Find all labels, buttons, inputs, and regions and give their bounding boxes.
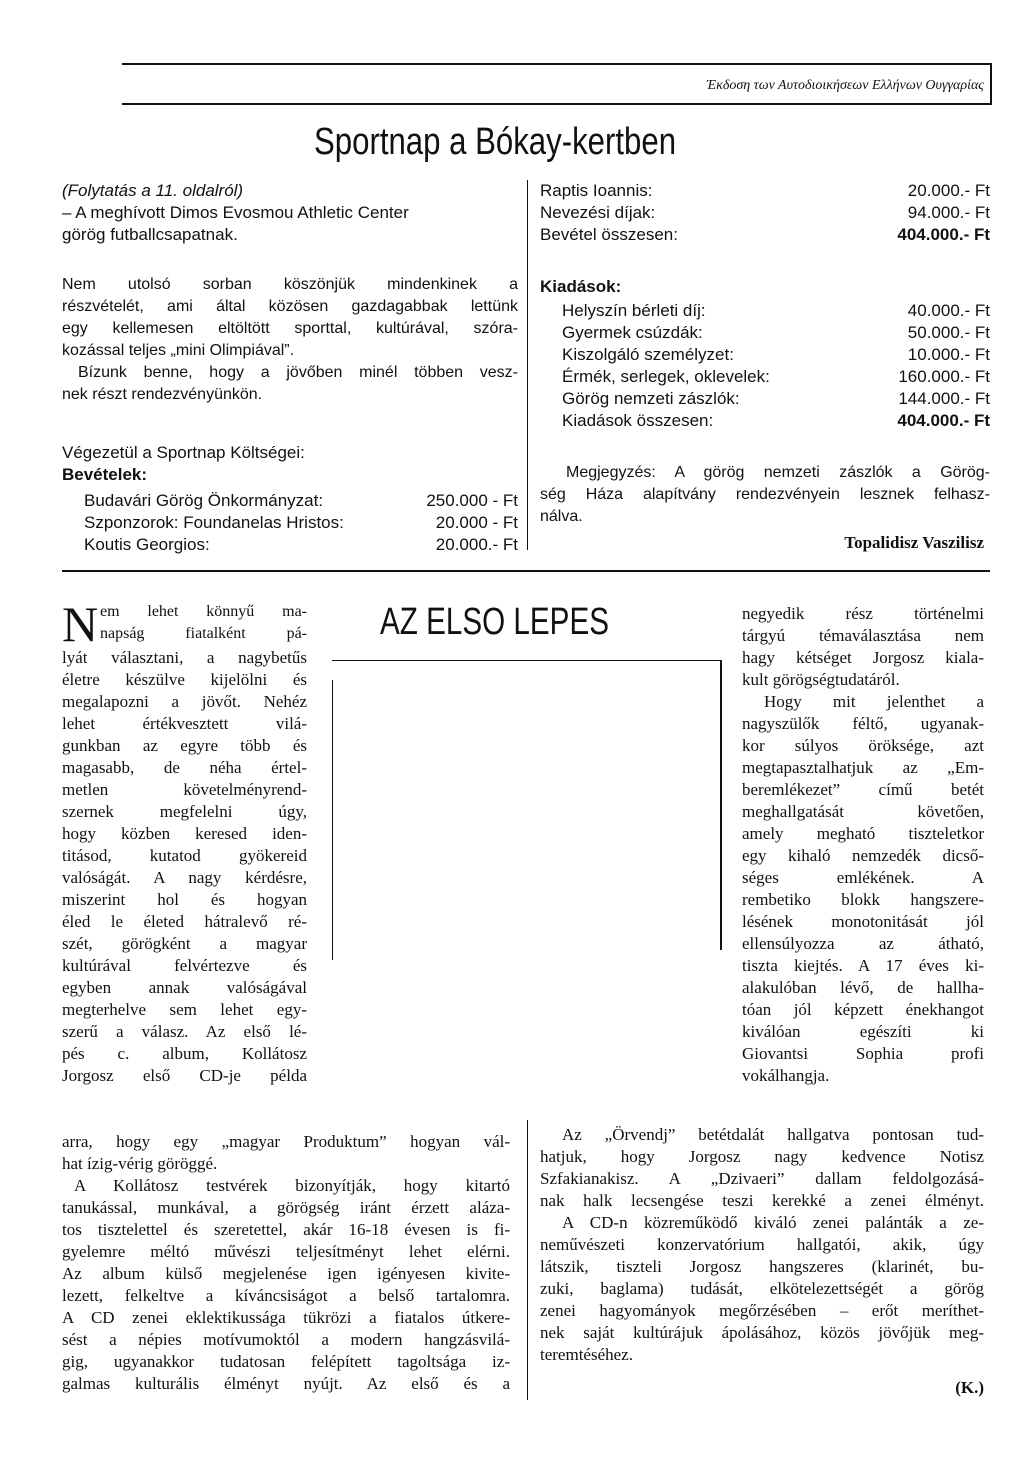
- header-bottom-rule: [122, 103, 992, 105]
- article2-column-3: [742, 603, 984, 1087]
- paragraph-line: arra, hogy egy „magyar Produktum” hogyan vál-: [62, 1132, 510, 1151]
- paragraph-line: Szfakianakisz. A „Dzivaeri” dallam feldolgozásá-: [540, 1169, 984, 1188]
- photo-frame-right: [720, 660, 722, 950]
- paragraph-line: tos tisztelettel és szeretettel, akár 16-18 évesen is fi-: [62, 1220, 510, 1239]
- paragraph-line: meghallgatását követően,: [742, 802, 984, 821]
- paragraph-line: gunkban az egyre több és: [62, 736, 307, 755]
- expense-label: Érmék, serlegek, oklevelek:: [562, 367, 770, 386]
- masthead: Έκδοση των Αυτοδιοικήσεων Ελλήνων Ουγγαρίας: [706, 78, 984, 93]
- paragraph-line: gyelemre méltó művészi teljesítményt lehet elérni.: [62, 1242, 510, 1261]
- paragraph-line: galmas kulturális élményt nyújt. Az első és a: [62, 1374, 510, 1393]
- paragraph-line: lezett, felkeltve a kíváncsiságot a belső tartalomra.: [62, 1286, 510, 1305]
- income-total-amount: 404.000.- Ft: [897, 225, 990, 244]
- paragraph-line: lyát választani, a nagybetűs: [62, 648, 307, 667]
- article2-wide-left: [62, 1131, 510, 1395]
- note-line: ség Háza alapítvány rendezvényein lesznek felhasz-: [540, 486, 990, 503]
- paragraph-line: megtapasztalhatjuk az „Em-: [742, 758, 984, 777]
- paragraph-line: Az „Örvendj” betétdalát hallgatva pontosan tud-: [562, 1125, 984, 1144]
- article2-author: (K.): [955, 1378, 984, 1397]
- paragraph-line: hat ízig-vérig göröggé.: [62, 1154, 218, 1173]
- article1-author: Topalidisz Vaszilisz: [844, 533, 984, 552]
- paragraph-line: hogy közben keresed iden-: [62, 824, 307, 843]
- paragraph-line: rembetiko blokk hangszere-: [742, 890, 984, 909]
- paragraph-line: szerű a válasz. Az első lé-: [62, 1022, 307, 1041]
- paragraph-line: egyben annak valóságával: [62, 978, 307, 997]
- intro-line: – A meghívott Dimos Evosmou Athletic Center: [62, 203, 409, 222]
- paragraph-line: szernek megfelelni úgy,: [62, 802, 307, 821]
- paragraph-line: nagyszülők féltő, ugyanak-: [742, 714, 984, 733]
- expense-amount: 144.000.- Ft: [898, 389, 990, 408]
- paragraph-line: éled le életed hátralevő ré-: [62, 912, 307, 931]
- paragraph-line: gig, ugyanakkor tudatosan felépített tagoltsága iz-: [62, 1352, 510, 1371]
- income-amount: 20.000 - Ft: [435, 513, 518, 532]
- costs-intro: Végezetül a Sportnap Költségei:: [62, 443, 305, 462]
- expense-label: Görög nemzeti zászlók:: [562, 389, 740, 408]
- intro-line: görög futballcsapatnak.: [62, 225, 238, 244]
- paragraph-line: titásod, kutatod gyökereid: [62, 846, 307, 865]
- paragraph-line: valóságát. A nagy kérdésre,: [62, 868, 307, 887]
- paragraph-line: hatjuk, hogy Jorgosz nagy kedvence Notisz: [540, 1147, 984, 1166]
- paragraph-line: kultúrával felvértezve és: [62, 956, 307, 975]
- paragraph-line: zuki, baglama) tudását, elkötelezettségét a görög: [540, 1279, 984, 1298]
- header-top-rule: [122, 63, 992, 65]
- expense-amount: 160.000.- Ft: [898, 367, 990, 386]
- expense-label: Kiszolgáló személyzet:: [562, 345, 734, 364]
- income-heading: Bevételek:: [62, 465, 148, 484]
- paragraph-line: ellensúlyozza az átható,: [742, 934, 984, 953]
- income-label: Raptis Ioannis:: [540, 181, 653, 200]
- paragraph-line: sést a népies motívumoktól a modern hangzásvilá-: [62, 1330, 510, 1349]
- paragraph-line: miszerint hol és hogyan: [62, 890, 307, 909]
- paragraph-line: beremlékezet” című betét: [742, 780, 984, 799]
- income-amount: 20.000.- Ft: [435, 535, 518, 554]
- expense-heading: Kiadások:: [540, 277, 622, 296]
- photo-frame-left: [332, 680, 333, 960]
- article2-title: AZ ELSO LEPES: [380, 601, 609, 643]
- paragraph-line: nak halk lecsengése teszi kerekké a zenei élményt.: [540, 1191, 984, 1210]
- paragraph-line: tanukással, munkával, a görögség iránt érzett aláza-: [62, 1198, 510, 1217]
- paragraph-line: egy kellemesen eltöltött sporttal, kultúrával, szóra-: [62, 320, 518, 337]
- paragraph-line: Giovantsi Sophia profi: [742, 1044, 984, 1063]
- paragraph-line: tóan jól képzett énekhangot: [742, 1000, 984, 1019]
- paragraph-line: tiszta kiejtés. A 17 éves ki-: [742, 956, 984, 975]
- paragraph-line: tárgyú témaválasztása nem: [742, 626, 984, 645]
- paragraph-line: nek saját kultúrájuk ápolásához, közös jövőjük meg-: [540, 1323, 984, 1342]
- expense-label: Gyermek csúzdák:: [562, 323, 703, 342]
- paragraph-line: metlen követelményrend-: [62, 780, 307, 799]
- income-amount: 20.000.- Ft: [907, 181, 990, 200]
- paragraph-line: életre készülve kijelölni és: [62, 670, 307, 689]
- article2-divider: [527, 1120, 528, 1400]
- paragraph-line: Bízunk benne, hogy a jövőben minél többen vesz-: [78, 364, 518, 381]
- paragraph-line: A Kollátosz testvérek bizonyítják, hogy kitartó: [74, 1176, 510, 1195]
- paragraph-line: kozással teljes „mini Olimpiával”.: [62, 342, 295, 359]
- income-label: Budavári Görög Önkormányzat:: [84, 491, 324, 510]
- paragraph-line: Jorgosz első CD-je példa: [62, 1066, 307, 1085]
- drop-cap: N: [62, 596, 99, 652]
- paragraph-line: hagy kétséget Jorgosz kiala-: [742, 648, 984, 667]
- paragraph-line: em lehet könnyű ma-: [100, 603, 307, 620]
- paragraph-line: teremtéséhez.: [540, 1345, 633, 1364]
- paragraph-line: zenei hagyományok megőrzésében – erőt meríthet-: [540, 1301, 984, 1320]
- note-line: Megjegyzés: A görög nemzeti zászlók a Görög-: [566, 464, 990, 481]
- paragraph-line: részvételét, ami által közösen gazdagabbak lettünk: [62, 298, 518, 315]
- paragraph-line: amely megható tiszteletkor: [742, 824, 984, 843]
- income-total-label: Bevétel összesen:: [540, 225, 678, 244]
- income-label: Szponzorok: Foundanelas Hristos:: [84, 513, 344, 532]
- paragraph-line: Az album külső megjelenése igen igényesen kivite-: [62, 1264, 510, 1283]
- paragraph-line: vokálhangja.: [742, 1066, 830, 1085]
- continued-note: (Folytatás a 11. oldalról): [62, 181, 244, 200]
- paragraph-line: A CD zenei eklektikussága tükrözi a fiatalos útkere-: [62, 1308, 510, 1327]
- article2-wide-right: [540, 1124, 984, 1366]
- expense-total-amount: 404.000.- Ft: [897, 411, 990, 430]
- paragraph-line: alakulóban lévő, de hallha-: [742, 978, 984, 997]
- paragraph-line: egy kihaló nemzedék dicső-: [742, 846, 984, 865]
- expense-amount: 10.000.- Ft: [907, 345, 990, 364]
- note-line: nálva.: [540, 508, 583, 525]
- paragraph-line: Hogy mit jelenthet a: [764, 692, 984, 711]
- income-amount: 250.000 - Ft: [426, 491, 518, 510]
- expense-label: Helyszín bérleti díj:: [562, 301, 706, 320]
- column-divider: [527, 180, 528, 550]
- note-paragraph: [540, 464, 990, 530]
- paragraph-line: kiválóan egészíti ki: [742, 1022, 984, 1041]
- paragraph-line: kor súlyos öröksége, azt: [742, 736, 984, 755]
- paragraph-line: nek részt rendezvényünkön.: [62, 386, 263, 403]
- paragraph-line: napság fiatalként pá-: [100, 625, 307, 642]
- paragraph-line: megterhelve sem lehet egy-: [62, 1000, 307, 1019]
- income-label: Koutis Georgios:: [84, 535, 210, 554]
- paragraph-line: lésének monotonitását jól: [742, 912, 984, 931]
- paragraph-line: Nem utolsó sorban köszönjük mindenkinek a: [62, 276, 518, 293]
- expense-total-label: Kiadások összesen:: [562, 411, 714, 430]
- paragraph-line: kult görögségtudatáról.: [742, 670, 900, 689]
- article-separator: [62, 570, 990, 572]
- income-amount: 94.000.- Ft: [907, 203, 990, 222]
- article-title: Sportnap a Bókay-kertben: [314, 121, 677, 163]
- paragraph-line: magasabb, de néha értel-: [62, 758, 307, 777]
- header-right-rule: [990, 63, 992, 105]
- paragraph-line: pés c. album, Kollátosz: [62, 1044, 307, 1063]
- paragraph-line: lehet értékvesztett vilá-: [62, 714, 307, 733]
- income-label: Nevezési díjak:: [540, 203, 656, 222]
- thanks-paragraph: [62, 276, 518, 408]
- paragraph-line: séges emlékének. A: [742, 868, 984, 887]
- photo-frame-top: [332, 660, 722, 661]
- paragraph-line: A CD-n közreműködő kiváló zenei palánták a ze-: [562, 1213, 984, 1232]
- expense-amount: 40.000.- Ft: [907, 301, 990, 320]
- paragraph-line: negyedik rész történelmi: [742, 604, 984, 623]
- paragraph-line: szét, görögként a magyar: [62, 934, 307, 953]
- paragraph-line: megalapozni a jövőt. Nehéz: [62, 692, 307, 711]
- paragraph-line: látszik, tiszteli Jorgosz hangszeres (klarinét, bu-: [540, 1257, 984, 1276]
- expense-amount: 50.000.- Ft: [907, 323, 990, 342]
- paragraph-line: neművészeti konzervatórium hallgatói, akik, úgy: [540, 1235, 984, 1254]
